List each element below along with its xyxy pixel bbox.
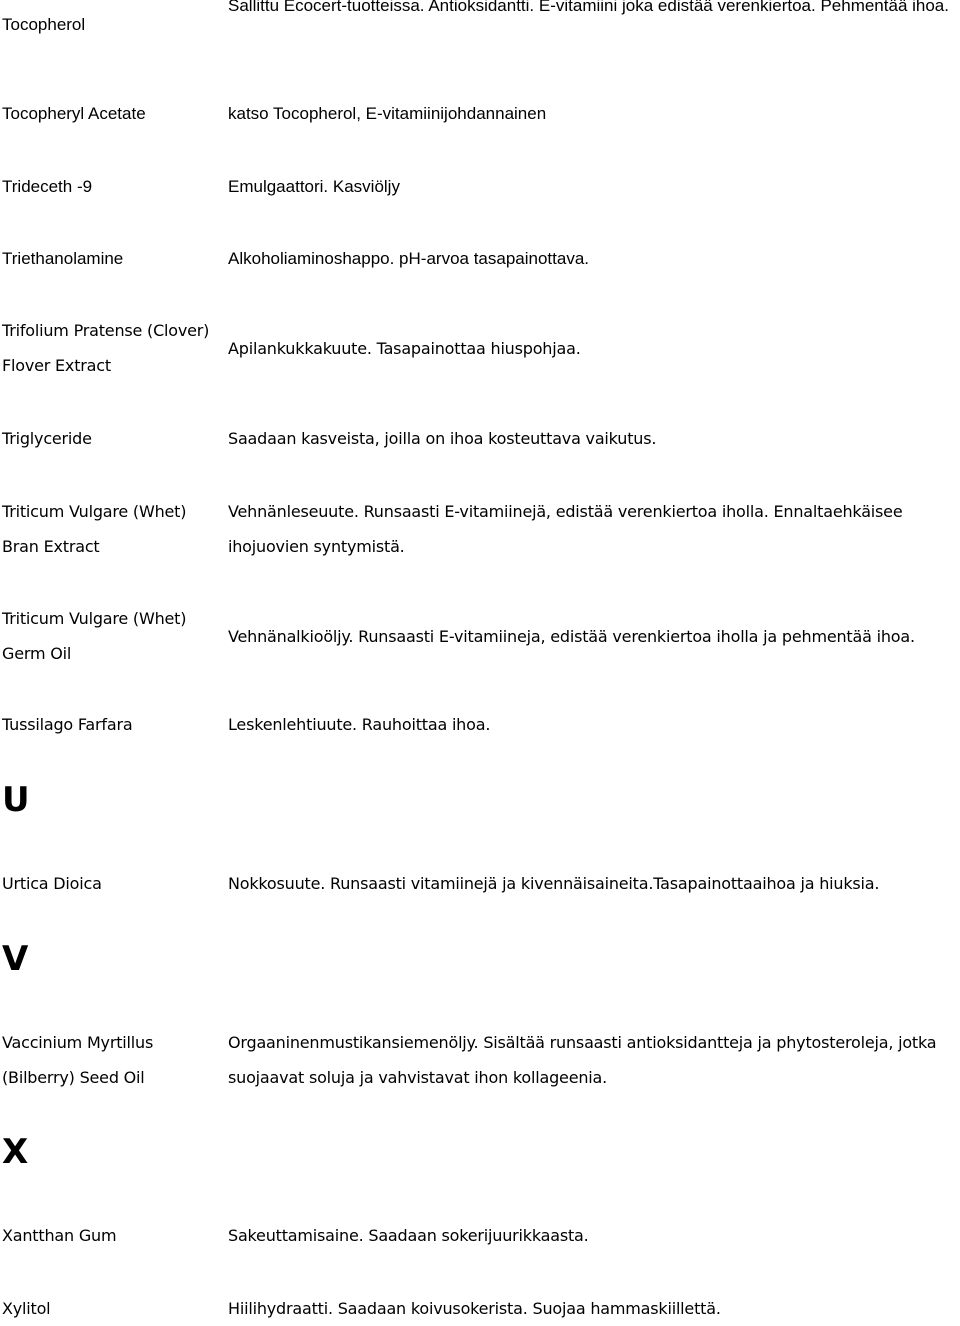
entry-term: Xylitol [2, 1299, 51, 1318]
entry-description: Saadaan kasveista, joilla on ihoa kosteuttava vaikutus. [228, 429, 657, 448]
section-letter-u: U [2, 780, 30, 820]
entry-description: Leskenlehtiuute. Rauhoittaa ihoa. [228, 715, 491, 734]
entry-description: katso Tocopherol, E-vitamiinijohdannainen [228, 104, 547, 123]
section-letter-v: V [2, 939, 29, 979]
entry-term: Triethanolamine [2, 249, 124, 268]
entry-term: Triticum Vulgare (Whet) Germ Oil [2, 609, 187, 663]
entry-term: Vaccinium Myrtillus (Bilberry) Seed Oil [2, 1033, 154, 1087]
entry-description: Emulgaattori. Kasviöljy [228, 177, 400, 196]
entry-term: Tussilago Farfara [2, 715, 133, 734]
section-letter-x: X [2, 1132, 29, 1172]
entry-description: Vehnänalkioöljy. Runsaasti E-vitamiineja, edistää verenkiertoa iholla ja pehmentää ihoa. [228, 627, 915, 646]
entry-term: Urtica Dioica [2, 874, 102, 893]
entry-description: Sallittu Ecocert-tuotteissa. Antioksidantti. E-vitamiini joka edistää verenkiertoa. Pehmentää ihoa. [228, 0, 949, 15]
entry-description: Alkoholiaminoshappo. pH-arvoa tasapainottava. [228, 249, 590, 268]
entry-term: Trifolium Pratense (Clover) Flover Extract [2, 321, 210, 375]
entry-term: Trideceth -9 [2, 177, 93, 196]
entry-description: Orgaaninenmustikansiemenöljy. Sisältää runsaasti antioksidantteja ja phytosteroleja, jotka suojaavat soluja ja vahvistavat ihon kollageenia. [228, 1033, 937, 1087]
entry-description: Hiilihydraatti. Saadaan koivusokerista. Suojaa hammaskiillettä. [228, 1299, 721, 1318]
entry-description: Nokkosuute. Runsaasti vitamiinejä ja kivennäisaineita.Tasapainottaaihoa ja hiuksia. [228, 874, 880, 893]
entry-description: Apilankukkakuute. Tasapainottaa hiuspohjaa. [228, 339, 581, 358]
entry-term: Triglyceride [2, 429, 92, 448]
entry-term: Triticum Vulgare (Whet) Bran Extract [2, 502, 187, 556]
entry-term: Tocopherol [2, 15, 86, 34]
entry-description: Sakeuttamisaine. Saadaan sokerijuurikkaasta. [228, 1226, 589, 1245]
entry-term: Tocopheryl Acetate [2, 104, 146, 123]
entry-description: Vehnänleseuute. Runsaasti E-vitamiinejä, edistää verenkiertoa iholla. Ennaltaehkäisee ihojuovien syntymistä. [228, 502, 903, 556]
entry-term: Xantthan Gum [2, 1226, 117, 1245]
